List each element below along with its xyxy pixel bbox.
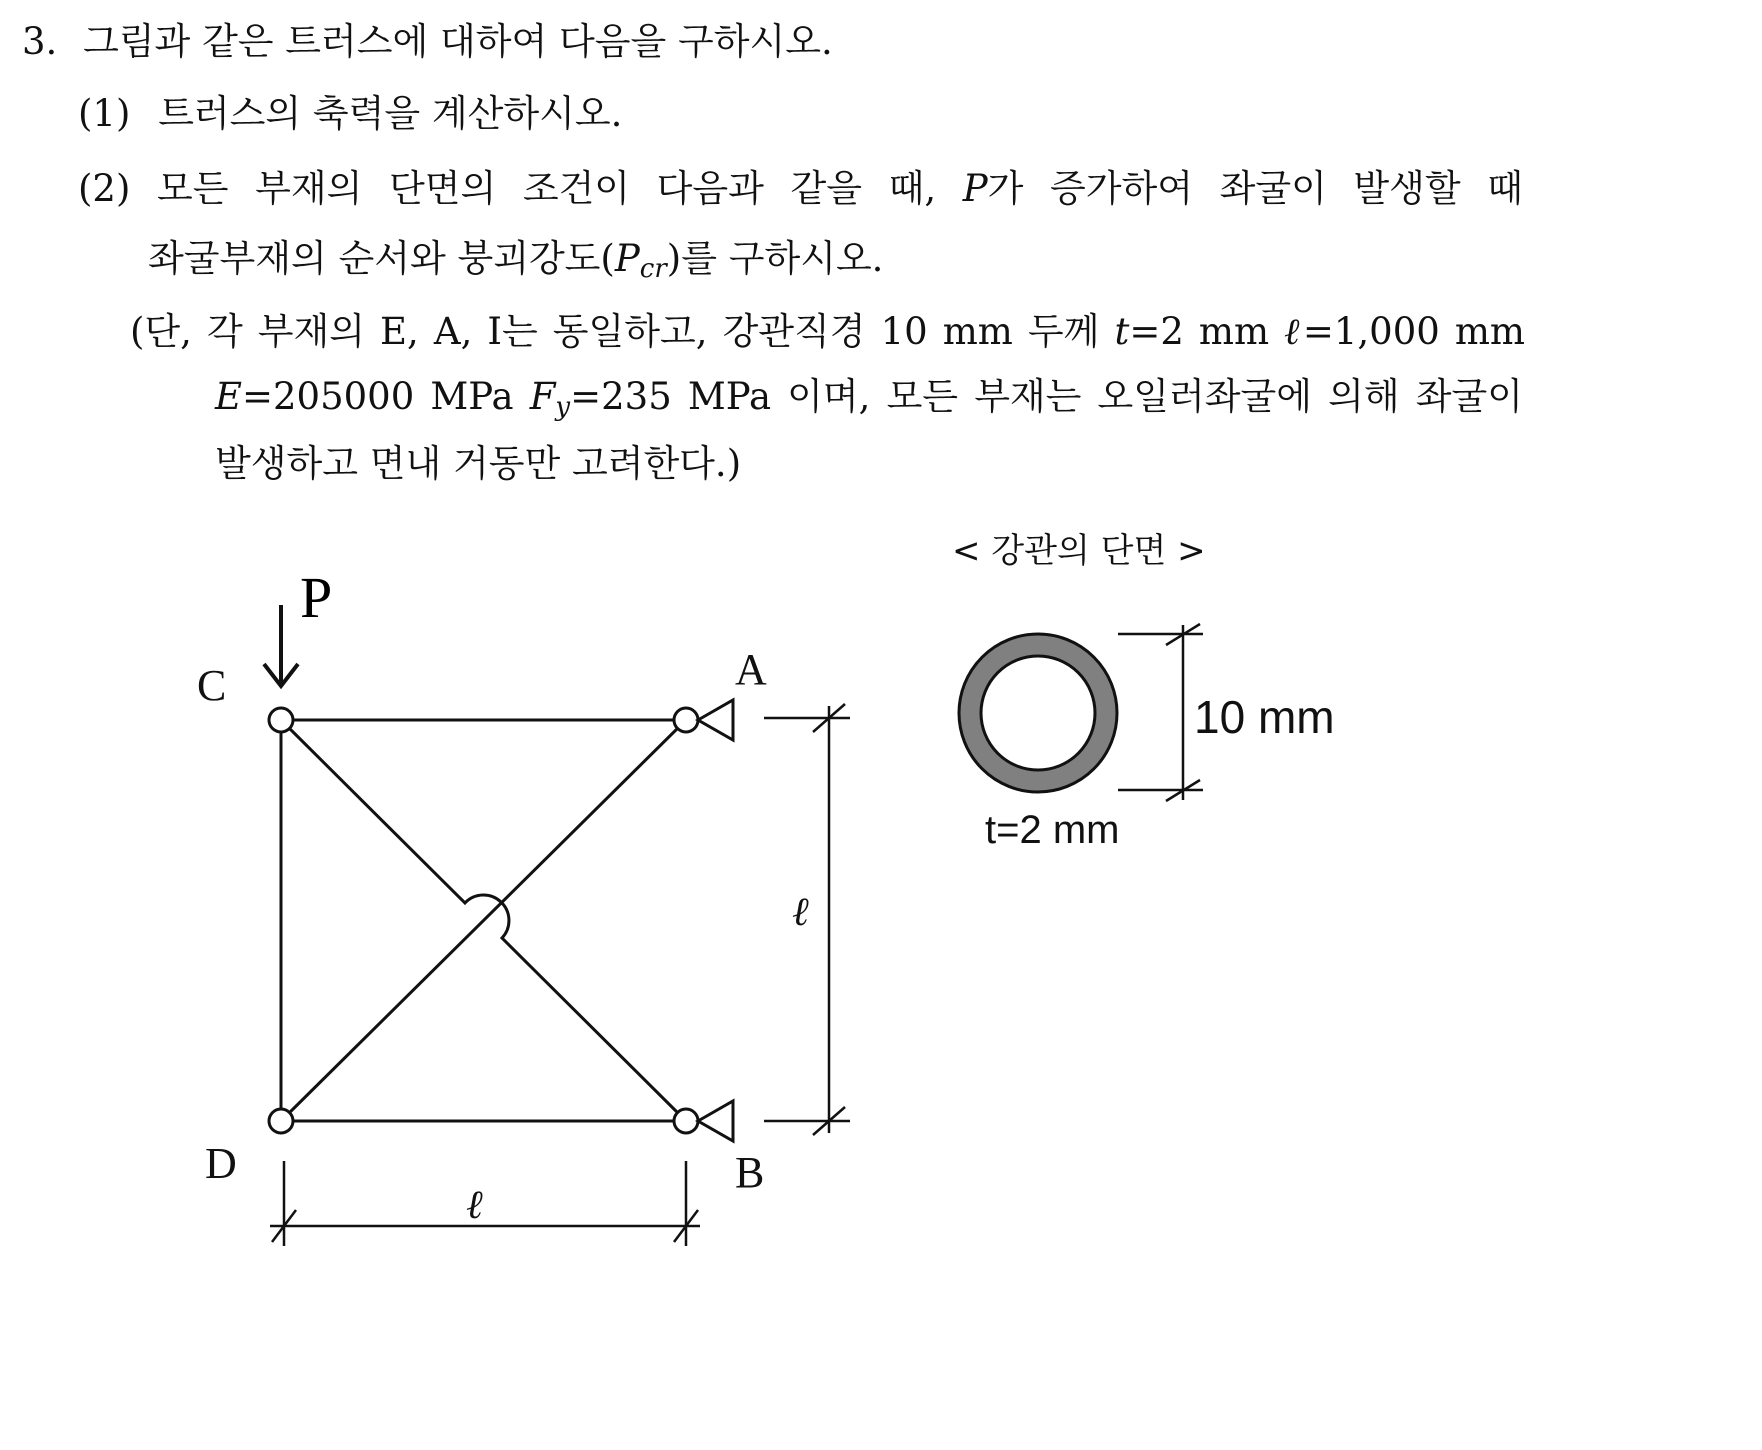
note-E: E	[215, 375, 243, 418]
note-line2	[215, 373, 1523, 431]
note-line1	[130, 308, 1525, 356]
part2-text-b: 가 증가하여 좌굴이 발생할 때	[987, 167, 1524, 210]
truss-members	[281, 720, 686, 1121]
part1-label: (1)	[78, 92, 131, 135]
dimension-horizontal	[270, 1161, 700, 1246]
note-line3	[215, 440, 741, 488]
note-F: F	[529, 375, 556, 418]
note-F-subscript: y	[555, 392, 571, 422]
load-label: P	[300, 565, 333, 630]
part2-line2-b: )를 구하시오.	[666, 237, 884, 280]
part2-line1	[78, 165, 1523, 213]
diameter-label: 10 mm	[1194, 691, 1335, 743]
note-line2-b: =235 MPa 이며, 모든 부재는 오일러좌굴에 의해 좌굴이	[570, 375, 1523, 418]
node-label-C: C	[197, 661, 227, 710]
problem-number: 3.	[22, 20, 58, 63]
node-label-A: A	[735, 645, 767, 694]
node-C	[269, 708, 293, 732]
problem-title-line	[22, 18, 833, 66]
node-D	[269, 1109, 293, 1133]
pcr-P: P	[614, 237, 640, 280]
note-line1-a: (단, 각 부재의 E, A, I는 동일하고, 강관직경 10 mm 두께	[130, 310, 1115, 353]
node-label-B: B	[735, 1148, 765, 1197]
dimension-horizontal-label: ℓ	[466, 1182, 483, 1228]
support-A	[698, 700, 733, 740]
part2-line2-a: 좌굴부재의 순서와 붕괴강도(	[148, 237, 615, 280]
part2-line2	[148, 235, 883, 293]
dimension-vertical-label: ℓ	[792, 889, 809, 935]
note-line2-a: =205000 MPa	[242, 375, 530, 418]
problem-title: 그림과 같은 트러스에 대하여 다음을 구하시오.	[83, 20, 833, 63]
note-line3-text: 발생하고 면내 거동만 고려한다.)	[215, 442, 742, 485]
truss-figure	[0, 531, 1762, 1440]
pipe-section	[959, 634, 1117, 792]
part2-text-a: 모든 부재의 단면의 조건이 다음과 같을 때,	[157, 167, 963, 210]
thickness-label: t=2 mm	[985, 808, 1120, 852]
node-label-D: D	[205, 1139, 237, 1188]
note-ell: ℓ	[1284, 310, 1303, 353]
section-title: < 강관의 단면 >	[952, 531, 1206, 571]
pcr-subscript: cr	[639, 254, 667, 284]
node-A	[674, 708, 698, 732]
part1-line	[78, 90, 622, 138]
part2-label: (2)	[78, 167, 131, 210]
note-t: t	[1114, 310, 1130, 353]
note-line1-c: =1,000 mm	[1302, 310, 1525, 353]
load-symbol-P: P	[962, 167, 988, 210]
load-arrow-icon	[264, 605, 298, 686]
note-line1-b: =2 mm	[1129, 310, 1285, 353]
section-dimension	[1118, 624, 1203, 801]
node-B	[674, 1109, 698, 1133]
support-B	[698, 1101, 733, 1141]
part1-text: 트러스의 축력을 계산하시오.	[158, 92, 623, 135]
